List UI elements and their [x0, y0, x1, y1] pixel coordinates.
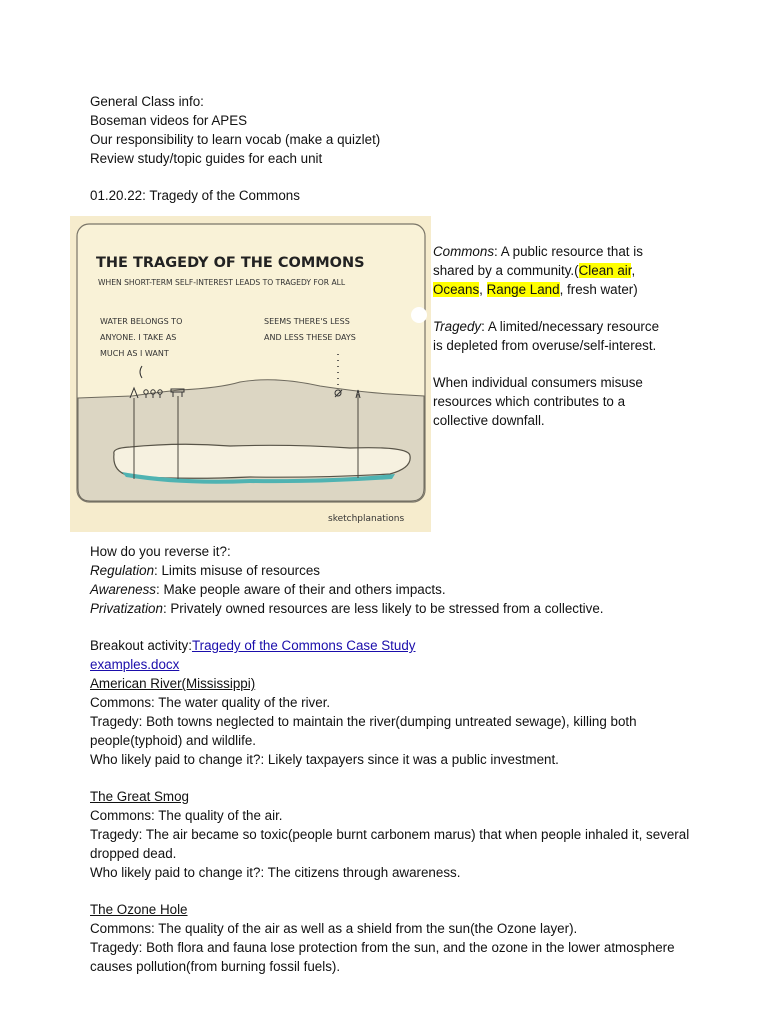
extra-definition: When individual consumers misuse [433, 375, 643, 390]
case-line: Tragedy: The air became so toxic(people burnt carbonem marus) that when people inhaled it, several [90, 827, 690, 842]
reverse-term: Awareness [90, 582, 156, 597]
sketch-title: THE TRAGEDY OF THE COMMONS [96, 255, 365, 271]
case-title: The Great Smog [90, 789, 189, 804]
commons-text: , fresh water) [559, 282, 638, 297]
case-line: causes pollution(from burning fossil fuels). [90, 959, 341, 974]
case-title: American River(Mississippi) [90, 676, 256, 691]
case-study-link[interactable]: examples.docx [90, 657, 180, 672]
breakout-line [90, 636, 416, 655]
tragedy-term: Tragedy [433, 319, 482, 334]
sketch-right-quote: SEEMS THERE'S LESS [264, 317, 350, 326]
tragedy-sketch-image [70, 216, 431, 532]
reverse-item [90, 580, 446, 599]
date-title: 01.20.22: Tragedy of the Commons [90, 188, 300, 203]
case-line: Who likely paid to change it?: Likely taxpayers since it was a public investment. [90, 752, 559, 767]
case-title: The Ozone Hole [90, 902, 188, 917]
case-line: Who likely paid to change it?: The citizens through awareness. [90, 865, 461, 880]
comma: , [479, 282, 487, 297]
extra-definition: collective downfall. [433, 413, 545, 428]
commons-definition-line3 [433, 280, 638, 299]
case-study-link-line2 [90, 655, 179, 674]
reverse-item [90, 599, 604, 618]
case-line: Commons: The quality of the air as well as a shield from the sun(the Ozone layer). [90, 921, 578, 936]
tragedy-definition-line2: is depleted from overuse/self-interest. [433, 338, 657, 353]
tragedy-definition [433, 317, 659, 336]
case-line: dropped dead. [90, 846, 177, 861]
reverse-term: Regulation [90, 563, 155, 578]
commons-definition [433, 242, 643, 261]
breakout-label: Breakout activity: [90, 638, 192, 653]
case-line: people(typhoid) and wildlife. [90, 733, 256, 748]
reverse-item [90, 561, 320, 580]
highlight-range-land: Range Land [486, 282, 560, 297]
highlight-oceans: Oceans [433, 282, 480, 297]
reverse-text: : Privately owned resources are less likely to be stressed from a collective. [162, 601, 604, 616]
commons-definition-line2 [433, 261, 635, 280]
sketch-left-quote: ANYONE. I TAKE AS [100, 333, 177, 342]
commons-text: : A public resource that is [494, 244, 643, 259]
sketch-left-quote: WATER BELONGS TO [100, 317, 183, 326]
extra-definition: resources which contributes to a [433, 394, 626, 409]
case-study-link[interactable]: Tragedy of the Commons Case Study [191, 638, 416, 653]
class-info-item: Boseman videos for APES [90, 113, 248, 128]
sketch-left-quote: MUCH AS I WANT [100, 349, 169, 358]
sketch-subtitle: WHEN SHORT-TERM SELF-INTEREST LEADS TO TRAGEDY FOR ALL [98, 278, 346, 287]
case-line: Tragedy: Both flora and fauna lose protection from the sun, and the ozone in the lower atmosphere [90, 940, 675, 955]
case-line: Commons: The water quality of the river. [90, 695, 331, 710]
sketch-credit: sketchplanations [328, 514, 405, 524]
comma: , [631, 263, 636, 278]
reverse-text: : Make people aware of their and others impacts. [156, 582, 446, 597]
class-info-heading: General Class info: [90, 94, 204, 109]
reverse-term: Privatization [90, 601, 163, 616]
reverse-text: : Limits misuse of resources [154, 563, 320, 578]
class-info-item: Our responsibility to learn vocab (make a quizlet) [90, 132, 381, 147]
case-line: Tragedy: Both towns neglected to maintain the river(dumping untreated sewage), killing both [90, 714, 637, 729]
tragedy-text: : A limited/necessary resource [481, 319, 660, 334]
commons-text: shared by a community.( [433, 263, 579, 278]
sketch-right-quote: AND LESS THESE DAYS [264, 333, 356, 342]
reverse-question: How do you reverse it?: [90, 544, 231, 559]
highlight-clean-air: Clean air [578, 263, 632, 278]
commons-term: Commons [433, 244, 495, 259]
case-line: Commons: The quality of the air. [90, 808, 283, 823]
class-info-item: Review study/topic guides for each unit [90, 151, 323, 166]
